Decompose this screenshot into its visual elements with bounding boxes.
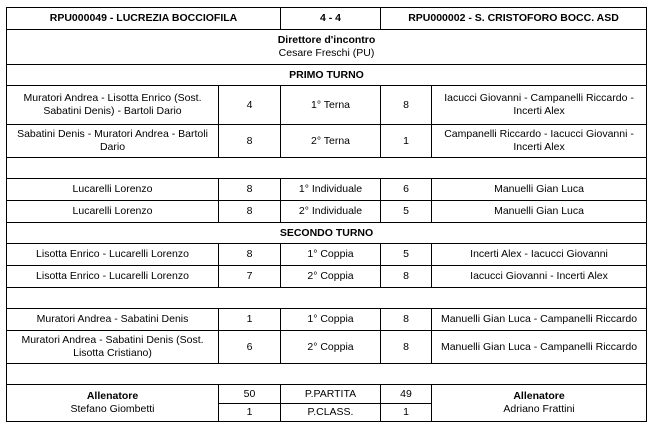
game-type: 2° Terna (281, 125, 381, 158)
home-score: 1 (219, 309, 281, 331)
away-score: 1 (381, 125, 432, 158)
away-players: Iacucci Giovanni - Campanelli Riccardo - Incerti Alex (432, 86, 647, 125)
away-score: 5 (381, 244, 432, 266)
game-type: 1° Coppia (281, 309, 381, 331)
home-class-points: 1 (219, 404, 281, 422)
home-players: Lisotta Enrico - Lucarelli Lorenzo (7, 244, 219, 266)
home-team-name: RPU000049 - LUCREZIA BOCCIOFILA (7, 8, 281, 30)
director-cell (7, 30, 647, 65)
away-players: Iacucci Giovanni - Incerti Alex (432, 266, 647, 288)
away-score: 8 (381, 266, 432, 288)
table-row (7, 201, 647, 223)
game-type: 2° Individuale (281, 201, 381, 223)
footer-row-partita (7, 385, 647, 404)
home-players: Sabatini Denis - Muratori Andrea - Bartoli Dario (7, 125, 219, 158)
away-players: Manuelli Gian Luca (432, 179, 647, 201)
home-coach-label: Allenatore (86, 390, 139, 402)
section-header-row (7, 223, 647, 244)
home-score: 8 (219, 201, 281, 223)
spacer-row (7, 158, 647, 179)
away-score: 8 (381, 86, 432, 125)
game-type: 1° Individuale (281, 179, 381, 201)
away-score: 6 (381, 179, 432, 201)
away-players: Campanelli Riccardo - Iacucci Giovanni - Incerti Alex (432, 125, 647, 158)
game-type: 2° Coppia (281, 331, 381, 364)
table-row (7, 331, 647, 364)
secondo-turno-title: SECONDO TURNO (7, 223, 647, 244)
home-players: Muratori Andrea - Sabatini Denis (7, 309, 219, 331)
table-row (7, 244, 647, 266)
away-coach-name: Adriano Frattini (503, 403, 575, 415)
away-players: Manuelli Gian Luca - Campanelli Riccardo (432, 331, 647, 364)
game-type: 1° Coppia (281, 244, 381, 266)
home-players: Lisotta Enrico - Lucarelli Lorenzo (7, 266, 219, 288)
home-score: 6 (219, 331, 281, 364)
table-row (7, 125, 647, 158)
home-score: 8 (219, 179, 281, 201)
away-players: Manuelli Gian Luca - Campanelli Riccardo (432, 309, 647, 331)
primo-turno-title: PRIMO TURNO (7, 65, 647, 86)
game-type: 1° Terna (281, 86, 381, 125)
away-class-points: 1 (381, 404, 432, 422)
away-players: Incerti Alex - Iacucci Giovanni (432, 244, 647, 266)
table-row (7, 266, 647, 288)
home-players: Muratori Andrea - Lisotta Enrico (Sost. Sabatini Denis) - Bartoli Dario (7, 86, 219, 125)
away-score: 8 (381, 331, 432, 364)
home-coach-cell (7, 385, 219, 422)
table-row (7, 309, 647, 331)
away-score: 5 (381, 201, 432, 223)
spacer-row (7, 364, 647, 385)
home-players: Muratori Andrea - Sabatini Denis (Sost. Lisotta Cristiano) (7, 331, 219, 364)
away-coach-cell (432, 385, 647, 422)
away-partita-points: 49 (381, 385, 432, 404)
away-coach-label: Allenatore (513, 390, 565, 402)
home-coach-name: Stefano Giombetti (70, 403, 155, 415)
game-type: 2° Coppia (281, 266, 381, 288)
home-players: Lucarelli Lorenzo (7, 179, 219, 201)
class-label: P.CLASS. (281, 404, 381, 422)
director-name: Cesare Freschi (PU) (278, 47, 375, 59)
partita-label: P.PARTITA (281, 385, 381, 404)
table-row (7, 179, 647, 201)
home-score: 8 (219, 244, 281, 266)
home-score: 4 (219, 86, 281, 125)
home-partita-points: 50 (219, 385, 281, 404)
match-report-table (6, 7, 647, 422)
away-score: 8 (381, 309, 432, 331)
home-players: Lucarelli Lorenzo (7, 201, 219, 223)
table-row (7, 86, 647, 125)
director-row (7, 30, 647, 65)
home-score: 8 (219, 125, 281, 158)
away-players: Manuelli Gian Luca (432, 201, 647, 223)
director-title: Direttore d'incontro (277, 34, 376, 46)
match-score: 4 - 4 (281, 8, 381, 30)
home-score: 7 (219, 266, 281, 288)
match-header-row (7, 8, 647, 30)
away-team-name: RPU000002 - S. CRISTOFORO BOCC. ASD (381, 8, 647, 30)
section-header-row (7, 65, 647, 86)
spacer-row (7, 288, 647, 309)
